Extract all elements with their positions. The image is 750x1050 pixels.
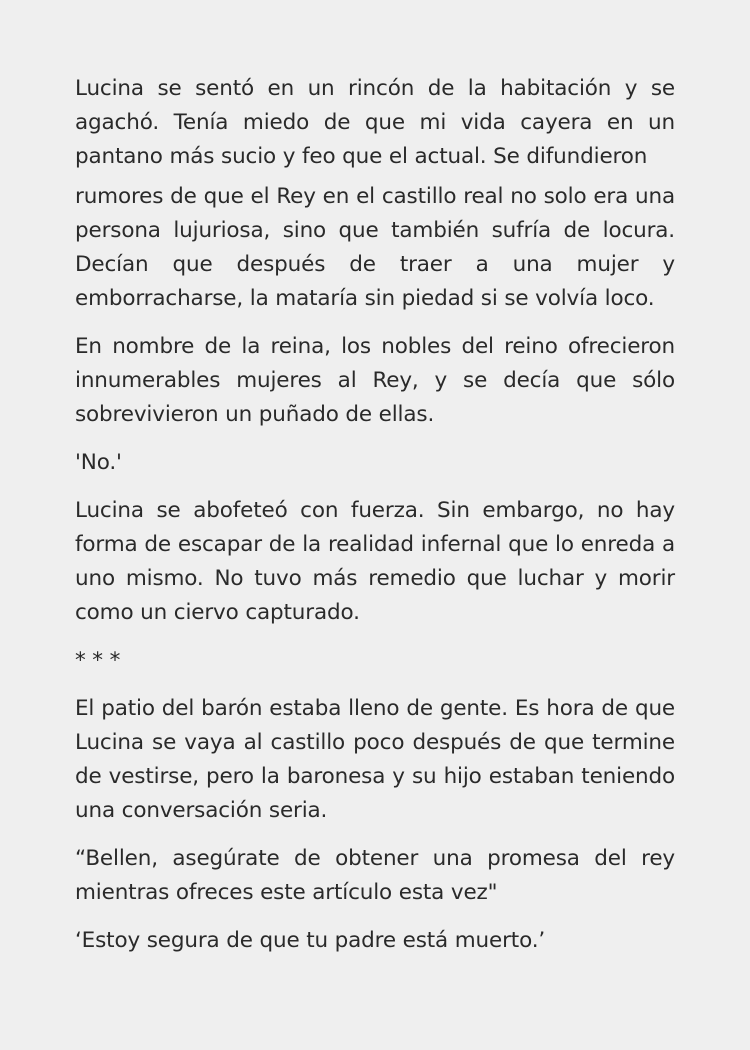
paragraph-6: El patio del barón estaba lleno de gente. Es hora de que Lucina se vaya al castillo poco después de que termine de vestirse, pero la baronesa y su hijo estaban teniendo una conversación seria. xyxy=(75,696,675,823)
paragraph-5: Lucina se abofeteó con fuerza. Sin embargo, no hay forma de escapar de la realidad infernal que lo enreda a uno mismo. No tuvo más remedio que luchar y morir como un ciervo capturado. xyxy=(75,498,675,625)
chapter-text xyxy=(75,72,675,958)
paragraph-7: “Bellen, asegúrate de obtener una promesa del rey mientras ofreces este artículo esta vez" xyxy=(75,846,675,905)
scene-break: * * * xyxy=(75,648,121,673)
paragraph-3: En nombre de la reina, los nobles del reino ofrecieron innumerables mujeres al Rey, y se decía que sólo sobrevivieron un puñado de ellas. xyxy=(75,334,675,427)
paragraph-1: Lucina se sentó en un rincón de la habitación y se agachó. Tenía miedo de que mi vida cayera en un pantano más sucio y feo que el actual. Se difundieron xyxy=(75,76,675,169)
paragraph-2: rumores de que el Rey en el castillo real no solo era una persona lujuriosa, sino que también sufría de locura. Decían que después de traer a una mujer y emborracharse, la mataría sin piedad si se volvía loco. xyxy=(75,184,675,311)
paragraph-4: 'No.' xyxy=(75,450,122,475)
paragraph-8: ‘Estoy segura de que tu padre está muerto.’ xyxy=(75,928,546,953)
